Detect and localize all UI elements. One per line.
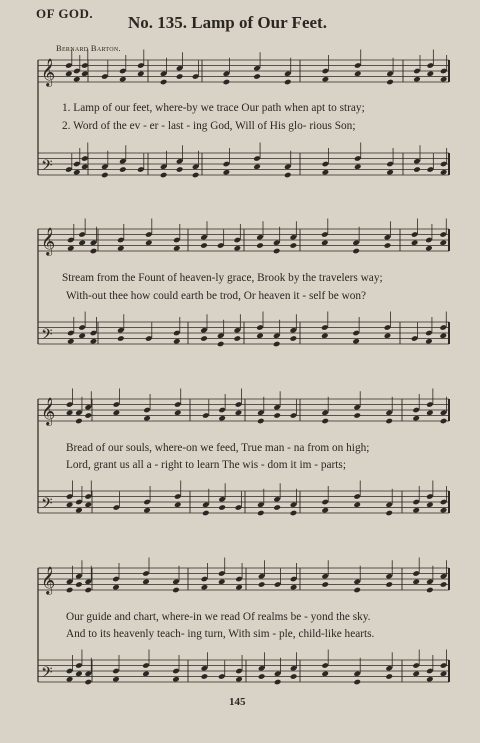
note-head	[81, 163, 89, 170]
note-head	[273, 504, 281, 511]
note-head	[412, 415, 420, 422]
note-head	[173, 338, 181, 345]
bass-clef: 𝄢	[41, 156, 53, 178]
note-head	[253, 163, 261, 170]
note-head	[200, 242, 208, 249]
note-head	[235, 584, 243, 591]
note-head	[411, 239, 419, 246]
note-head	[321, 239, 329, 246]
note-head	[217, 341, 225, 348]
note-head	[258, 581, 266, 588]
note-head	[160, 79, 168, 86]
note-head	[143, 507, 151, 514]
bass-clef: 𝄢	[41, 494, 53, 516]
note-head	[274, 679, 282, 686]
bass-clef: 𝄢	[41, 663, 53, 685]
note-head	[290, 242, 298, 249]
note-head	[256, 332, 264, 339]
note-head	[385, 581, 393, 588]
note-head	[440, 418, 448, 425]
note-head	[321, 507, 329, 514]
note-head	[413, 166, 421, 173]
note-head	[75, 507, 83, 514]
treble-clef: 𝄞	[41, 396, 56, 425]
note-head	[223, 169, 231, 176]
note-head	[67, 338, 75, 345]
note-head	[353, 412, 361, 419]
note-head	[234, 335, 242, 342]
note-head	[353, 587, 361, 594]
note-head	[426, 587, 434, 594]
note-head	[66, 501, 74, 508]
note-head	[290, 673, 298, 680]
note-head	[353, 679, 361, 686]
note-head	[160, 172, 168, 179]
page-number: 145	[229, 696, 246, 708]
note-head	[117, 245, 125, 252]
note-head	[412, 670, 420, 677]
note-head	[173, 245, 181, 252]
note-head	[84, 679, 92, 686]
note-head	[65, 70, 73, 77]
note-head	[257, 418, 265, 425]
note-head	[322, 76, 330, 83]
note-head	[273, 248, 281, 255]
note-head	[386, 169, 394, 176]
system-2-verse-2: With-out thee how could earth be trod, Or heaven it - self be won?	[66, 290, 367, 302]
note-head	[192, 172, 200, 179]
note-head	[385, 673, 393, 680]
note-head	[426, 501, 434, 508]
note-head	[90, 338, 98, 345]
note-head	[142, 670, 150, 677]
note-head	[145, 239, 153, 246]
note-head	[235, 409, 243, 416]
note-head	[112, 584, 120, 591]
note-head	[290, 335, 298, 342]
note-head	[426, 409, 434, 416]
note-head	[73, 76, 81, 83]
note-head	[75, 670, 83, 677]
note-head	[84, 587, 92, 594]
note-head	[426, 676, 434, 683]
note-head	[321, 581, 329, 588]
system-1-verse-2: 2. Word of the ev - er - last - ing God, Will of His glo- rious Son;	[62, 120, 356, 132]
note-head	[84, 412, 92, 419]
author-credit: Bernard Barton.	[56, 43, 121, 53]
note-head	[273, 412, 281, 419]
note-head	[218, 415, 226, 422]
note-head	[353, 501, 361, 508]
note-head	[352, 338, 360, 345]
note-head	[384, 332, 392, 339]
note-head	[440, 581, 448, 588]
note-head	[174, 501, 182, 508]
note-head	[412, 507, 420, 514]
note-head	[112, 676, 120, 683]
note-head	[200, 335, 208, 342]
note-head	[427, 70, 435, 77]
note-head	[354, 70, 362, 77]
note-head	[273, 341, 281, 348]
note-head	[386, 79, 394, 86]
note-head	[75, 581, 83, 588]
note-head	[218, 504, 226, 511]
note-head	[119, 76, 127, 83]
note-head	[235, 676, 243, 683]
note-head	[284, 172, 292, 179]
note-head	[137, 70, 145, 77]
note-head	[202, 510, 210, 517]
note-head	[201, 584, 209, 591]
note-head	[78, 332, 86, 339]
treble-clef: 𝄞	[41, 57, 56, 86]
note-head	[234, 245, 242, 252]
note-head	[425, 338, 433, 345]
note-head	[321, 670, 329, 677]
note-head	[223, 79, 231, 86]
bass-clef: 𝄢	[41, 325, 53, 347]
note-head	[290, 510, 298, 517]
note-head	[176, 166, 184, 173]
treble-clef: 𝄞	[41, 226, 56, 255]
note-head	[258, 673, 266, 680]
note-head	[101, 172, 109, 179]
system-4-verse-1: Our guide and chart, where-in we read Of realms be - yond the sky.	[66, 611, 371, 623]
note-head	[119, 166, 127, 173]
note-head	[143, 415, 151, 422]
system-4-verse-2: And to its heavenly teach- ing turn, With sim - ple, child-like hearts.	[66, 628, 375, 640]
note-head	[284, 79, 292, 86]
note-head	[176, 73, 184, 80]
note-head	[66, 587, 74, 594]
note-head	[256, 242, 264, 249]
system-3-verse-1: Bread of our souls, where-on we feed, True man - na from on high;	[66, 442, 370, 454]
note-head	[142, 578, 150, 585]
note-head	[321, 418, 329, 425]
note-head	[425, 245, 433, 252]
note-head	[384, 242, 392, 249]
system-2-verse-1: Stream from the Fount of heaven-ly grace, Brook by the travelers way;	[62, 272, 383, 284]
note-head	[66, 676, 74, 683]
note-head	[412, 578, 420, 585]
note-head	[218, 578, 226, 585]
note-head	[322, 169, 330, 176]
system-1-verse-1: 1. Lamp of our feet, where-by we trace Our path when apt to stray;	[62, 102, 365, 114]
section-heading: OF GOD.	[36, 6, 94, 21]
note-head	[81, 70, 89, 77]
note-head	[440, 76, 448, 83]
note-head	[84, 501, 92, 508]
note-head	[439, 332, 447, 339]
note-head	[385, 510, 393, 517]
note-head	[439, 239, 447, 246]
note-head	[290, 584, 298, 591]
note-head	[253, 73, 261, 80]
note-head	[172, 587, 180, 594]
note-head	[117, 335, 125, 342]
note-head	[174, 409, 182, 416]
note-head	[75, 418, 83, 425]
note-head	[257, 510, 265, 517]
note-head	[440, 507, 448, 514]
note-head	[321, 332, 329, 339]
note-head	[440, 670, 448, 677]
note-head	[172, 676, 180, 683]
note-head	[413, 76, 421, 83]
note-head	[354, 163, 362, 170]
treble-clef: 𝄞	[41, 565, 56, 594]
note-head	[66, 409, 74, 416]
note-head	[73, 169, 81, 176]
hymn-title: No. 135. Lamp of Our Feet.	[128, 13, 327, 32]
note-head	[440, 169, 448, 176]
note-head	[78, 239, 86, 246]
note-head	[90, 248, 98, 255]
note-head	[201, 673, 209, 680]
system-3-verse-2: Lord, grant us all a - right to learn The wis - dom it im - parts;	[66, 459, 346, 471]
note-head	[113, 409, 121, 416]
note-head	[352, 248, 360, 255]
note-head	[385, 418, 393, 425]
note-head	[67, 245, 75, 252]
